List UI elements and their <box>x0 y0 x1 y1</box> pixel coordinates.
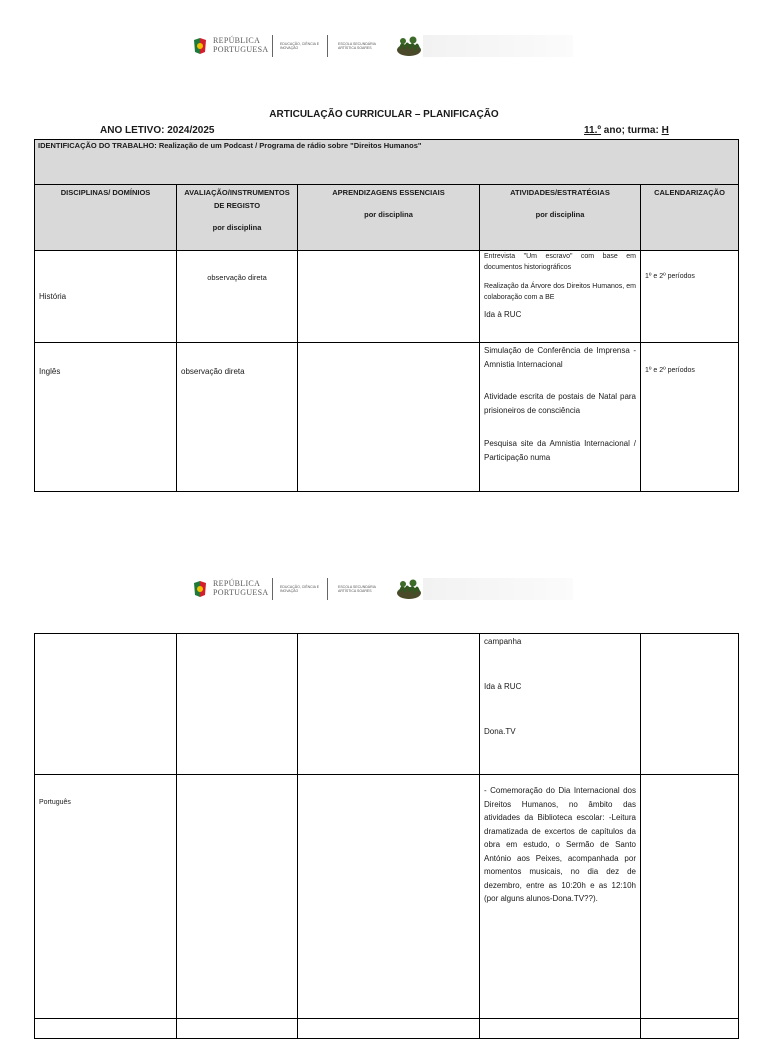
header-background <box>423 35 573 57</box>
table-row <box>35 251 739 343</box>
discipline-cell: História <box>35 251 177 343</box>
header-divider <box>327 578 328 600</box>
header-divider <box>327 35 328 57</box>
activities-cell <box>480 1019 641 1039</box>
school-emblem-icon <box>396 578 422 600</box>
discipline-cell <box>35 634 177 775</box>
header-background <box>423 578 573 600</box>
school-label: ESCOLA SECUNDÁRIA ARTÍSTICA SOARES <box>338 585 376 593</box>
discipline-cell: Português <box>35 775 177 1019</box>
learning-cell <box>298 343 480 492</box>
header-divider <box>272 578 273 600</box>
school-emblem-icon <box>396 35 422 57</box>
evaluation-cell <box>177 1019 298 1039</box>
page-title: ARTICULAÇÃO CURRICULAR – PLANIFICAÇÃO <box>269 109 499 120</box>
activities-cell: Simulação de Conferência de Imprensa - Amnistia Internacional Atividade escrita de postais de Natal para prisioneiros de consciência Pesquisa site da Amnistia Internacional / Participação numa <box>480 343 641 492</box>
calendar-cell: 1º e 2º períodos <box>641 343 739 492</box>
calendar-cell <box>641 775 739 1019</box>
republic-label: REPÚBLICA PORTUGUESA <box>213 36 269 54</box>
portugal-flag-icon <box>193 37 207 55</box>
header-learning: APRENDIZAGENS ESSENCIAIS por disciplina <box>298 185 480 251</box>
discipline-cell: Inglês <box>35 343 177 492</box>
activities-cell: Entrevista "Um escravo" com base em documentos historiográficos Realização da Árvore dos Direitos Humanos, em colaboração com a BE Ida à RUC <box>480 251 641 343</box>
ministry-label: EDUCAÇÃO, CIÊNCIA E INOVAÇÃO <box>280 42 320 50</box>
discipline-cell <box>35 1019 177 1039</box>
header-calendar: CALENDARIZAÇÃO <box>641 185 739 251</box>
table-row <box>35 343 739 492</box>
grade-class: 11.º ano; turma: H <box>584 125 669 136</box>
header-evaluation: AVALIAÇÃO/INSTRUMENTOS DE REGISTO por disciplina <box>177 185 298 251</box>
work-identification-cell: IDENTIFICAÇÃO DO TRABALHO: Realização de um Podcast / Programa de rádio sobre "Direitos Humanos" <box>35 140 739 185</box>
activities-cell: campanha Ida à RUC Dona.TV <box>480 634 641 775</box>
header-divider <box>272 35 273 57</box>
evaluation-cell <box>177 634 298 775</box>
header-logos <box>193 578 573 602</box>
calendar-cell <box>641 634 739 775</box>
republic-label: REPÚBLICA PORTUGUESA <box>213 579 269 597</box>
ministry-label: EDUCAÇÃO, CIÊNCIA E INOVAÇÃO <box>280 585 320 593</box>
header-activities: ATIVIDADES/ESTRATÉGIAS por disciplina <box>480 185 641 251</box>
planning-table <box>34 139 739 492</box>
header-disciplines: DISCIPLINAS/ DOMÍNIOS <box>35 185 177 251</box>
planning-table-continued <box>34 633 739 1039</box>
activities-cell: - Comemoração do Dia Internacional dos Direitos Humanos, no âmbito das atividades da Biblioteca escolar: -Leitura dramatizada de excertos de capítulos da obra em estudo, o Sermão de Santo António aos Peixes, acompanhada por momentos musicais, no dia dez de dezembro, entre as 10:20h e as 12:10h (por alguns alunos-Dona.TV??). <box>480 775 641 1019</box>
table-row <box>35 634 739 775</box>
school-label: ESCOLA SECUNDÁRIA ARTÍSTICA SOARES <box>338 42 376 50</box>
school-year: ANO LETIVO: 2024/2025 <box>100 125 215 136</box>
table-row <box>35 775 739 1019</box>
portugal-flag-icon <box>193 580 207 598</box>
calendar-cell <box>641 1019 739 1039</box>
evaluation-cell: observação direta <box>177 343 298 492</box>
learning-cell <box>298 251 480 343</box>
evaluation-cell <box>177 775 298 1019</box>
calendar-cell: 1º e 2º períodos <box>641 251 739 343</box>
evaluation-cell: observação direta <box>177 251 298 343</box>
header-logos <box>193 35 573 59</box>
learning-cell <box>298 775 480 1019</box>
table-row <box>35 1019 739 1039</box>
learning-cell <box>298 1019 480 1039</box>
learning-cell <box>298 634 480 775</box>
